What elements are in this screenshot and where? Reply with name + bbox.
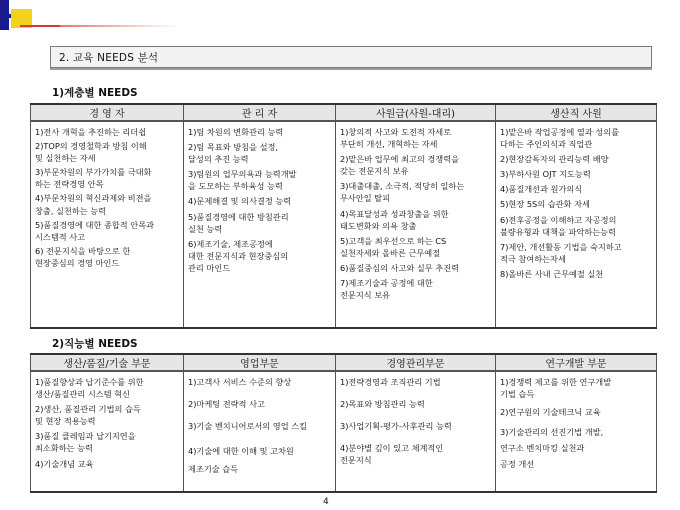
table-cell	[496, 121, 657, 328]
list-item: 2)목표와 방침관리 능력	[340, 399, 425, 410]
list-item: 4)목표달성과 성과창출을 위한 태도변화와 의욕 창출	[340, 208, 449, 231]
list-item: 1)팀 차원의 변화관리 능력	[188, 127, 284, 137]
list-item: 1)전사 개혁을 추진하는 리더쉽	[35, 127, 147, 137]
list-item: 6) 전문지식을 바탕으로 한 현장중심의 경영 마인드	[35, 245, 131, 268]
table-cell	[184, 371, 336, 492]
level-section-title: 1)계층별 NEEDS	[52, 87, 138, 99]
table-cell	[31, 371, 184, 492]
list-item: 1)경쟁력 제고를 위한 연구개발 기법 습득	[500, 377, 612, 400]
list-item: 3)부문차원의 부가가치를 극대화 하는 전략경영 안목	[35, 167, 152, 190]
table-row	[31, 121, 657, 328]
table-header-row	[31, 354, 657, 371]
list-item: 2)현장감독자의 관리능력 배양	[500, 154, 609, 165]
list-item: 3)대출대출, 소극적, 적당히 일하는 무사안일 탈피	[340, 181, 465, 204]
list-item: 3)기술 벤치니어로서의 영업 스킬	[188, 421, 308, 432]
list-item: 3)부하사원 OJT 지도능력	[500, 169, 591, 180]
section-title: 2. 교육 NEEDS 분석	[59, 52, 159, 64]
list-item: 2)연구원의 기술테크닉 교육	[500, 407, 601, 418]
list-item: 6)제조기술, 제조공정에 대한 전문지식과 현장중심의 관리 마인드	[188, 238, 289, 273]
list-item: 3)기술관리의 선진기법 개발, 연구소 벤치마킹 실천과 공정 개선	[500, 427, 604, 470]
list-item: 1)품질향상과 납기준수를 위한 생산/품질관리 시스템 혁신	[35, 377, 144, 400]
list-item: 5)품질경영에 대한 방침관리 실천 능력	[188, 211, 289, 234]
list-item: 1)맡은바 작업공정에 열과 성의를 다하는 주인의식과 직업관	[500, 127, 620, 150]
table-row	[31, 371, 657, 492]
table-cell	[336, 121, 496, 328]
list-item: 2)마케팅 전략적 사고	[188, 399, 265, 410]
list-item: 4)분야별 깊이 있고 체계적인 전문지식	[340, 443, 444, 466]
list-item: 4)문제해결 및 의사결정 능력	[188, 196, 292, 207]
section-header-box	[50, 46, 652, 68]
duty-needs-table	[30, 353, 657, 493]
list-item: 7)제조기술과 공정에 대한 전문지식 보유	[340, 278, 433, 301]
list-item: 4)부문차원의 혁신과제와 비젼을 창출, 실천하는 능력	[35, 193, 152, 216]
list-item: 6)전후공정을 이해하고 자공정의 불량유형과 대책을 파악하는능력	[500, 214, 617, 237]
table-cell	[31, 121, 184, 328]
list-item: 1)창의적 사고와 도전적 자세로 부단히 개선, 개혁하는 자세	[340, 127, 452, 150]
column-header: 경영관리부문	[336, 354, 496, 371]
list-item: 2)TOP의 경영철학과 방침 이해 및 실천하는 자세	[35, 141, 147, 164]
table-cell	[336, 371, 496, 492]
column-header: 경 영 자	[31, 104, 184, 121]
table-cell	[496, 371, 657, 492]
table-cell	[184, 121, 336, 328]
list-item: 4)기술개념 교육	[35, 458, 94, 469]
list-item: 4)품질개선과 원가의식	[500, 184, 583, 195]
list-item: 5)고객을 최우선으로 하는 CS 실천자세와 올바른 근무예절	[340, 235, 447, 258]
table-header-row	[31, 104, 657, 121]
list-item: 2)맡은바 업무에 최고의 경쟁력을 갖는 전문지식 보유	[340, 154, 460, 177]
list-item: 4)기술에 대한 이해 및 고차원 제조기술 습득	[188, 446, 294, 475]
list-item: 8)올바른 사내 근무예절 실천	[500, 268, 604, 279]
level-needs-table	[30, 103, 657, 329]
list-item: 5)현장 5S의 습관화 자세	[500, 199, 590, 210]
list-item: 2)팀 목표와 방침을 설정, 달성의 추진 능력	[188, 142, 278, 165]
corner-decoration-line	[20, 25, 60, 27]
list-item: 7)제안, 개선활동 기법을 숙지하고 적극 참여하는자세	[500, 241, 622, 264]
list-item: 3)품질 클레임과 납기지연을 최소화하는 능력	[35, 431, 136, 454]
column-header: 관 리 자	[184, 104, 336, 121]
list-item: 1)전략경영과 조직관리 기법	[340, 377, 441, 387]
list-item: 2)생산, 품질관리 기법의 습득 및 현장 적용능력	[35, 404, 141, 427]
duty-section-title: 2)직능별 NEEDS	[52, 338, 138, 350]
column-header: 연구개발 부문	[496, 354, 657, 371]
list-item: 5)품질경영에 대한 종합적 안목과 시스템적 사고	[35, 219, 155, 242]
list-item: 1)고객사 서비스 수준의 향상	[188, 377, 292, 387]
column-header: 생산/품질/기술 부문	[31, 354, 184, 371]
column-header: 영업부문	[184, 354, 336, 371]
column-header: 사원급(사원-대리)	[336, 104, 496, 121]
list-item: 3)팀원의 업무의욕과 능력개발 을 도모하는 부하육성 능력	[188, 169, 297, 192]
list-item: 6)품질중심의 사고와 실무 추진력	[340, 262, 460, 273]
page-number: 4	[323, 497, 329, 507]
list-item: 3)사업기획-평가-사후관리 능력	[340, 421, 452, 432]
column-header: 생산직 사원	[496, 104, 657, 121]
corner-decoration-line	[60, 25, 180, 27]
